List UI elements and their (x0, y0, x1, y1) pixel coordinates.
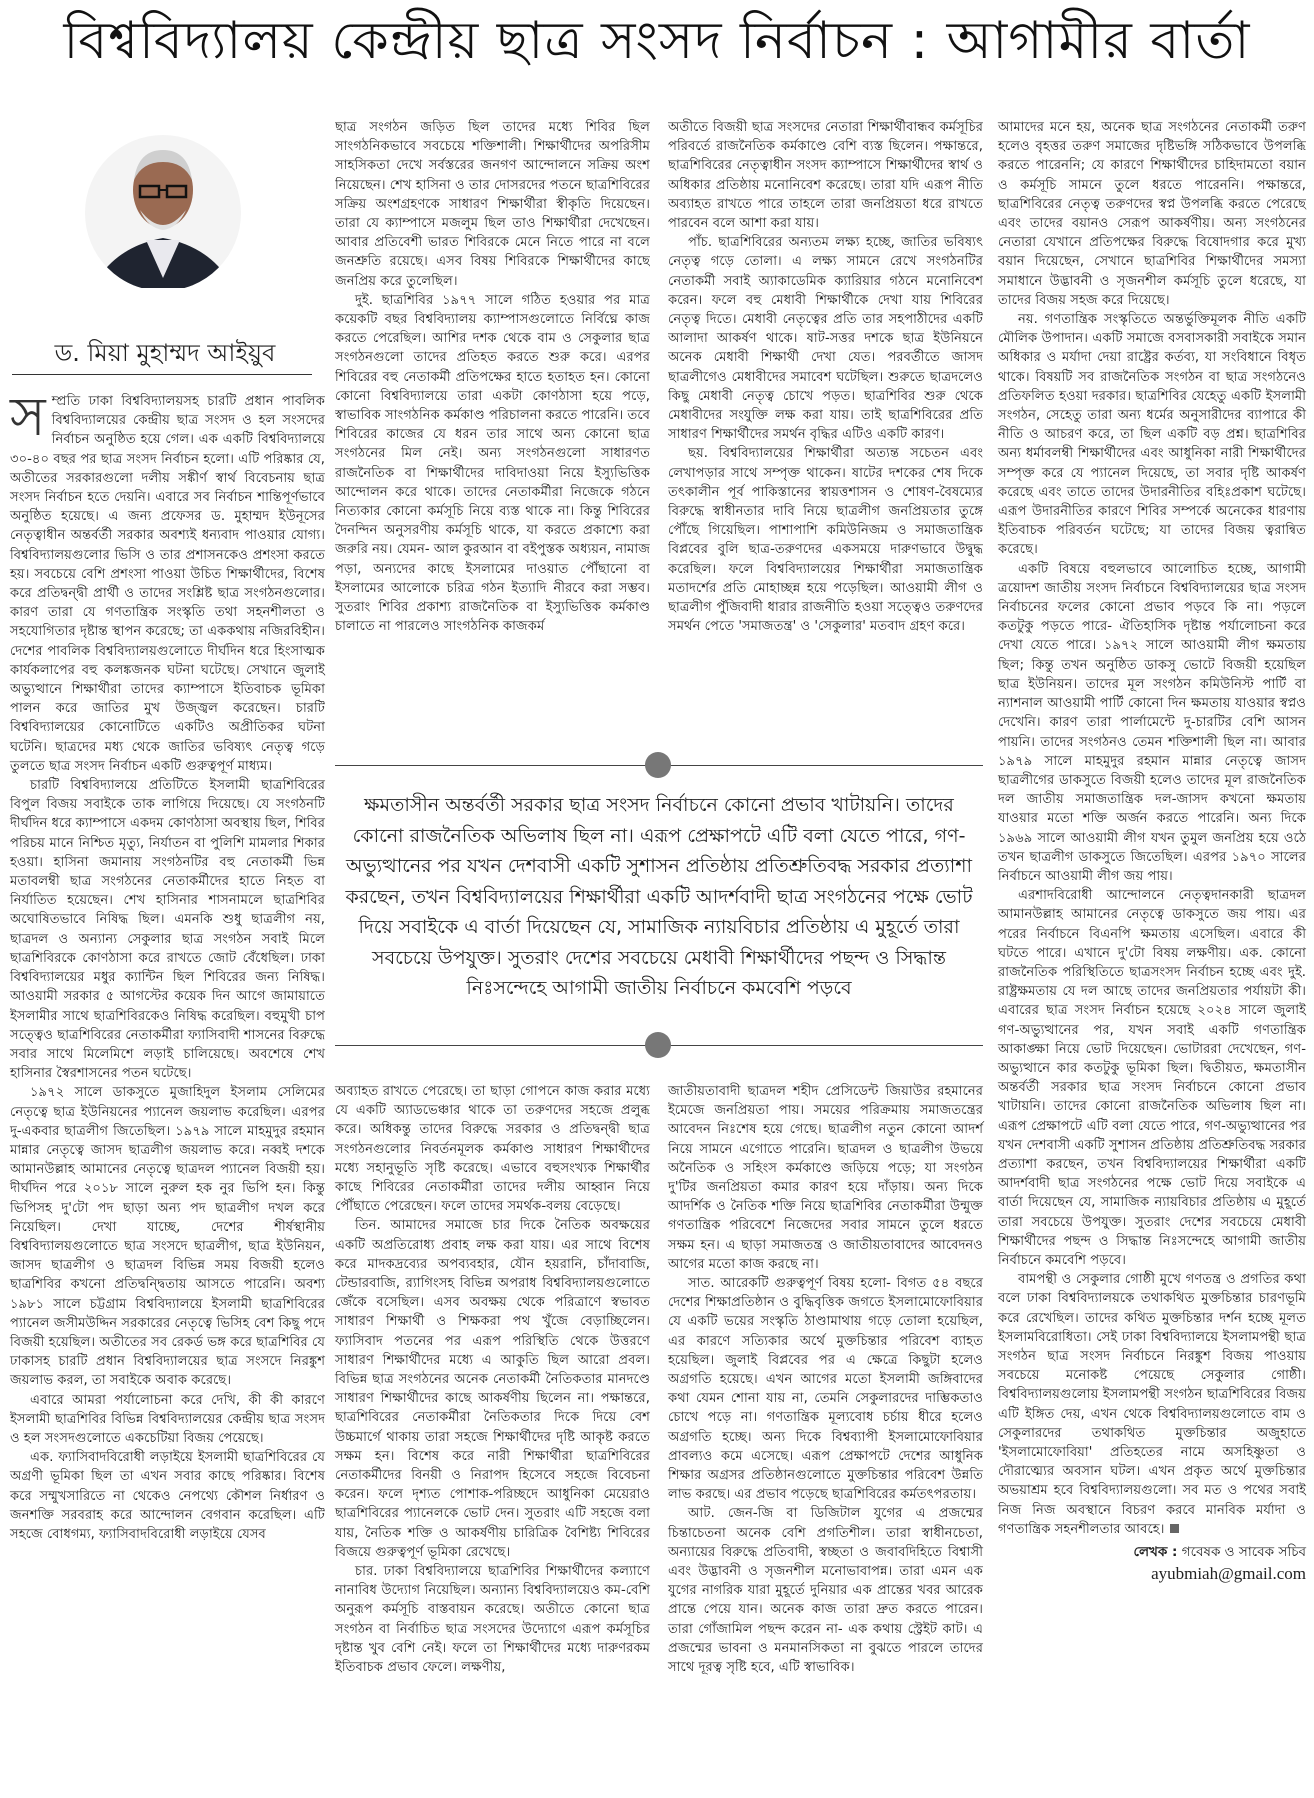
paragraph: ছাত্র সংগঠন জড়িত ছিল তাদের মধ্যে শিবির ছিল সাংগঠনিকভাবে সবচেয়ে শক্তিশালী। শিক্ষার্থীদের অপরিসীম সাহসিকতা দেখে সর্বস্তরের জনগণ আন্দোলনে সক্রিয় অংশ নিয়েছেন। শেখ হাসিনা ও তার দোসরদের পতনে ছাত্রশিবিরের সক্রিয় অংশগ্রহণকে সাধারণ শিক্ষার্থীরা স্বীকৃতি দিয়েছেন। তারা যে ক্যাম্পাসে মজলুম ছিল তাও শিক্ষার্থীরা দেখেছেন। আবার প্রতিবেশী ভারত শিবিরকে মেনে নিতে পারে না বলে জনশ্রুতি রয়েছে। এসব বিষয় শিবিরকে শিক্ষার্থীদের কাছে জনপ্রিয় করে তুলেছিল। (335, 120, 650, 289)
author-note: লেখক : গবেষক ও সাবেক সচিব (1133, 1544, 1306, 1561)
article-column-2-top (335, 118, 650, 750)
pull-quote: ক্ষমতাসীন অন্তর্বর্তী সরকার ছাত্র সংসদ নির্বাচনে কোনো প্রভাব খাটায়নি। তাদের কোনো রাজনৈতিক অভিলাষ ছিল না। এরূপ প্রেক্ষাপটে এটি বলা যেতে পারে, গণ-অভ্যুত্থানের পর যখন দেশবাসী একটি সুশাসন প্রতিষ্ঠায় প্রতিশ্রুতিবদ্ধ সরকার প্রত্যাশা করছেন, তখন বিশ্ববিদ্যালয়ের শিক্ষার্থীরা একটি আদর্শবাদী ছাত্র সংগঠনের পক্ষে ভোট দিয়ে সবাইকে এ বার্তা দিয়েছেন যে, সামাজিক ন্যায়বিচার প্রতিষ্ঠায় এ মুহূর্তে তারা সবচেয়ে উপযুক্ত। সুতরাং দেশের সবচেয়ে মেধাবী শিক্ষার্থীদের পছন্দ ও সিদ্ধান্ত নিঃসন্দেহে আগামী জাতীয় নির্বাচনে কমবেশি পড়বে (345, 794, 973, 999)
paragraph: অব্যাহত রাখতে পেরেছে। তা ছাড়া গোপনে কাজ করার মধ্যে যে একটি অ্যাডভেঞ্চার থাকে তা তরুণদের সহজে প্রলুব্ধ করে। অধিকন্তু তাদের বিরুদ্ধে সরকার ও প্রতিদ্বন্দ্বী ছাত্র সংগঠনগুলোর নিবর্তনমূলক কর্মকাণ্ড সাধারণ শিক্ষার্থীদের মধ্যে সহানুভূতি সৃষ্টি করেছে। এভাবে বহুসংখ্যক শিক্ষার্থীর কাছে শিবিরের নেতাকর্মীরা তাদের দলীয় আহ্বান নিয়ে পৌঁছাতে পেরেছেন। ফলে তাদের সমর্থক-বলয় বেড়েছে। (335, 1084, 650, 1215)
paragraph: একটি বিষয়ে বহুলভাবে আলোচিত হচ্ছে, আগামী ত্রয়োদশ জাতীয় সংসদ নির্বাচনে বিশ্ববিদ্যালয়ের ছাত্র সংসদ নির্বাচনের ফলের কোনো প্রভাব পড়বে কি না। পড়লে কতটুকু পড়তে পারে- ঐতিহাসিক দৃষ্টান্ত পর্যালোচনা করে দেখা যেতে পারে। ১৯৭২ সালে আওয়ামী লীগ ক্ষমতায় ছিল; কিন্তু তখন অনুষ্ঠিত ডাকসু ভোটে বিজয়ী হয়েছিল ছাত্র ইউনিয়ন। তাদের মূল সংগঠন কমিউনিস্ট পার্টি বা ন্যাশনাল আওয়ামী পার্টি কোনো দিন ক্ষমতায় যাওয়ার স্বপ্নও দেখেনি। কারণ তারা পার্লামেন্টে দু-চারটির বেশি আসন পায়নি। তাদের সংগঠনও তেমন শক্তিশালী ছিল না। আবার ১৯৭৯ সালে মাহমুদুর রহমান মান্নার নেতৃত্বে জাসদ ছাত্রলীগের ডাকসুতে বিজয়ী হলেও তাদের মূল রাজনৈতিক দল জাতীয় সমাজতান্ত্রিক দল-জাসদ কখনো ক্ষমতায় যাওয়ার মতো শক্তি অর্জন করতে পারেনি। অন্য দিকে ১৯৬৯ সালে আওয়ামী লীগ যখন তুমুল জনপ্রিয় হয়ে ওঠে তখন ছাত্রলীগ ডাকসুতে জিতেছিল। এরপর ১৯৭০ সালের নির্বাচনে আওয়ামী লীগ জয় পায়। (998, 561, 1306, 884)
article-column-3-bottom (668, 1082, 983, 1797)
paragraph: এবারে আমরা পর্যালোচনা করে দেখি, কী কী কারণে ইসলামী ছাত্রশিবির বিভিন্ন বিশ্ববিদ্যালয়ের কেন্দ্রীয় ছাত্র সংসদ ও হল সংসদগুলোতে একচেটিয়া বিজয় পেয়েছে। (10, 1392, 325, 1446)
paragraph: পাঁচ. ছাত্রশিবিরের অন্যতম লক্ষ্য হচ্ছে, জাতির ভবিষ্যৎ নেতৃত্ব গড়ে তোলা। এ লক্ষ্য সামনে রেখে সংগঠনটির নেতাকর্মী সবাই অ্যাকাডেমিক ক্যারিয়ার গঠনে মনোনিবেশ করেন। ফলে বহু মেধাবী শিক্ষার্থীকে দেখা যায় শিবিরের নেতৃত্ব দিতে। মেধাবী নেতৃত্বের প্রতি তার সহপাঠীদের একটি আলাদা আকর্ষণ থাকে। ষাট-সত্তর দশকে ছাত্র ইউনিয়নে অনেক মেধাবী শিক্ষার্থী দেখা যেত। পরবর্তীতে জাসদ ছাত্রলীগেও মেধাবীদের সমাবেশ ঘটেছিল। শুরুতে ছাত্রদলেও কিছু মেধাবী নেতৃত্ব চোখে পড়ত। ছাত্রশিবির শুরু থেকে মেধাবীদের সংযুক্তি লক্ষ করা যায়। তাই ছাত্রশিবিরের প্রতি সাধারণ শিক্ষার্থীদের সমর্থন বৃদ্ধির এটিও একটি কারণ। (668, 235, 983, 443)
paragraph: নয়. গণতান্ত্রিক সংস্কৃতিতে অন্তর্ভুক্তিমূলক নীতি একটি মৌলিক উপাদান। একটি সমাজে বসবাসকারী সবাইকে সমান অধিকার ও মর্যাদা দেয়া রাষ্ট্রের কর্তব্য, যা সংবিধানে বিধৃত থাকে। বিষয়টি সব রাজনৈতিক সংগঠন বা ছাত্র সংগঠনেও প্রতিফলিত হওয়া দরকার। ছাত্রশিবির যেহেতু একটি ইসলামী সংগঠন, সেহেতু তারা অন্য ধর্মের অনুসারীদের ব্যাপারে কী নীতি ও আচরণ করে, তা ছিল একটি বড় প্রশ্ন। ছাত্রশিবির অন্য ধর্মাবলম্বী শিক্ষার্থীদের এবং আধুনিকা নারী শিক্ষার্থীদের সম্পৃক্ত করে যে প্যানেল দিয়েছে, তা সবার দৃষ্টি আকর্ষণ করেছে এবং তাতে তাদের উদারনীতির বহিঃপ্রকাশ ঘটেছে। এরূপ উদারনীতির কারণে শিবির সম্পর্কে অনেকের ধারণায় ইতিবাচক পরিবর্তন ঘটেছে; যা তাদের বিজয় ত্বরান্বিত করেছে। (998, 312, 1306, 558)
paragraph: ছয়. বিশ্ববিদ্যালয়ের শিক্ষার্থীরা অত্যন্ত সচেতন এবং লেখাপড়ার সাথে সম্পৃক্ত থাকেন। ষাটের দশকের শেষ দিকে তৎকালীন পূর্ব পাকিস্তানের স্বায়ত্তশাসন ও শোষণ-বৈষম্যের বিরুদ্ধে স্বাধীনতার দাবি নিয়ে ছাত্রলীগ জনপ্রিয়তার তুঙ্গে পৌঁছে গিয়েছিল। পাশাপাশি কমিউনিজম ও সমাজতান্ত্রিক বিপ্লবের বুলি ছাত্র-তরুণদের একসময়ে দারুণভাবে উদ্বুদ্ধ করেছিল। ফলে বিশ্ববিদ্যালয়ের শিক্ষার্থীরা সমাজতান্ত্রিক মতাদর্শের প্রতি মোহাচ্ছন্ন হয়ে পড়েছিল। আওয়ামী লীগ ও ছাত্রলীগ পুঁজিবাদী ধারার রাজনীতি হওয়া সত্ত্বেও তরুণদের সমর্থন পেতে 'সমাজতন্ত্র' ও 'সেকুলার' মতবাদ গ্রহণ করে। (668, 446, 983, 635)
pull-quote-bottom-dot (645, 1032, 671, 1058)
drop-cap: স (10, 385, 46, 448)
author-email[interactable]: ayubmiah@gmail.com (1151, 1564, 1306, 1584)
paragraph: আমাদের মনে হয়, অনেক ছাত্র সংগঠনের নেতাকর্মী তরুণ হলেও বৃহত্তর তরুণ সমাজের দৃষ্টিভঙ্গি সঠিকভাবে উপলব্ধি করতে পারেননি; যে কারণে শিক্ষার্থীদের চাহিদামতো বয়ান ও কর্মসূচি সামনে তুলে ধরতে পারেননি। পক্ষান্তরে, ছাত্রশিবিরের নেতৃত্ব তরুণদের স্বপ্ন উপলব্ধি করতে পেরেছে এবং তাদের বয়ানও সেরূপ আকর্ষণীয়। অন্য সংগঠনের নেতারা যেখানে প্রতিপক্ষের বিরুদ্ধে বিষোদগার করে মুখ্য বয়ান দিয়েছেন, সেখানে ছাত্রশিবির শিক্ষার্থীদের সমস্যা সমাধানে উদ্ভাবনী ও সৃজনশীল কর্মসূচি তুলে ধরেছে, যা তাদের বিজয় সহজ করে দিয়েছে। (998, 120, 1306, 308)
paragraph: বামপন্থী ও সেকুলার গোষ্ঠী মুখে গণতন্ত্র ও প্রগতির কথা বলে ঢাকা বিশ্ববিদ্যালয়কে তথাকথিত মুক্তচিন্তার চারণভূমি করে রেখেছিল। তাদের কথিত মুক্তচিন্তার দর্শন হচ্ছে মূলত ইসলামবিরোধিতা। সেই ঢাকা বিশ্ববিদ্যালয়ে ইসলামপন্থী ছাত্র সংগঠন ছাত্র সংসদ নির্বাচনে নিরঙ্কুশ বিজয় পাওয়ায় সবচেয়ে মনোকষ্ট পেয়েছে সেকুলার গোষ্ঠী। বিশ্ববিদ্যালয়গুলোয় ইসলামপন্থী সংগঠন ছাত্রশিবিরের বিজয় এটি ইঙ্গিত দেয়, এখন থেকে বিশ্ববিদ্যালয়গুলোতে বাম ও সেকুলারদের তথাকথিত মুক্তচিন্তার অজুহাতে 'ইসলামোফোবিয়া' প্রতিহতের নামে অসহিষ্ণুতা ও দৌরাত্ম্যের অবসান ঘটল। এখন প্রকৃত অর্থে মুক্তচিন্তার অভয়াশ্রম হবে বিশ্ববিদ্যালয়গুলো। সব মত ও পথের সবাই নিজ নিজ অবস্থানে বিচরণ করবে মানবিক মর্যাদা ও গণতান্ত্রিক সহনশীলতার আবহে। (998, 1272, 1306, 1537)
article-column-1 (10, 385, 325, 1792)
paragraph: অতীতে বিজয়ী ছাত্র সংসদের নেতারা শিক্ষার্থীবান্ধব কর্মসূচির পরিবর্তে রাজনৈতিক কর্মকাণ্ডে বেশি ব্যস্ত ছিলেন। পক্ষান্তরে, ছাত্রশিবিরের নেতৃত্বাধীন সংসদ ক্যাম্পাসে শিক্ষার্থীদের স্বার্থ ও অধিকার প্রতিষ্ঠায় মনোনিবেশ করেছে। তারা যদি এরূপ নীতি অব্যাহত রাখতে পারে তাহলে তারা জনপ্রিয়তা ধরে রাখতে পারবেন বলে আশা করা যায়। (668, 120, 983, 232)
paragraph: জাতীয়তাবাদী ছাত্রদল শহীদ প্রেসিডেন্ট জিয়াউর রহমানের ইমেজে জনপ্রিয়তা পায়। সময়ের পরিক্রমায় সমাজতন্ত্রের আবেদন নিঃশেষ হয়ে গেছে। ছাত্রলীগ নতুন কোনো আদর্শ নিয়ে সামনে এগোতে পারেনি। ছাত্রদল ও ছাত্রলীগ উভয়ে অনৈতিক ও সহিংস কর্মকাণ্ডে জড়িয়ে পড়ে; যা সংগঠন দু'টির জনপ্রিয়তা কমার কারণ হয়ে দাঁড়ায়। অন্য দিকে আদর্শিক ও নৈতিক শক্তি নিয়ে ছাত্রশিবির নেতাকর্মীরা উন্মুক্ত গণতান্ত্রিক পরিবেশে নিজেদের সবার সামনে তুলে ধরতে সক্ষম হন। এ ছাড়া সমাজতন্ত্র ও জাতীয়তাবাদের আবেদনও আগের মতো কাজ করছে না। (668, 1084, 983, 1272)
paragraph: তিন. আমাদের সমাজে চার দিকে নৈতিক অবক্ষয়ের একটি অপ্রতিরোধ্য প্রবাহ লক্ষ করা যায়। এর সাথে বিশেষ করে মাদকদ্রব্যের অপব্যবহার, যৌন হয়রানি, চাঁদাবাজি, টেন্ডারবাজি, র‍্যাগিংসহ বিভিন্ন অপরাধ বিশ্ববিদ্যালয়গুলোতে জেঁকে বসেছিল। এসব অবক্ষয় থেকে পরিত্রাণে স্বভাবত সাধারণ শিক্ষার্থী ও শিক্ষকরা পথ খুঁজে বেড়াচ্ছিলেন। ফ্যাসিবাদ পতনের পর এরূপ পরিস্থিতি থেকে উত্তরণে সাধারণ শিক্ষার্থীদের মধ্যে এ আকুতি ছিল আরো প্রবল। বিভিন্ন ছাত্র সংগঠনের অনেক নেতাকর্মী নৈতিকতার মানদণ্ডে সাধারণ শিক্ষার্থীদের কাছে আকর্ষণীয় ছিলেন না। পক্ষান্তরে, ছাত্রশিবিরের নেতাকর্মীরা নৈতিকতার দিকে দিয়ে বেশ উচ্চমার্গে থাকায় তারা সহজে শিক্ষার্থীদের দৃষ্টি আকৃষ্ট করতে সক্ষম হন। বিশেষ করে নারী শিক্ষার্থীরা ছাত্রশিবিরের নেতাকর্মীদের বিনয়ী ও নিরাপদ হিসেবে সহজে বিবেচনা করেন। ফলে দৃশ্যত পোশাক-পরিচ্ছদে আধুনিকা মেয়েরাও ছাত্রশিবিরের প্যানেলকে ভোট দেন। সুতরাং এটি সহজে বলা যায়, নৈতিক শক্তি ও আকর্ষণীয় চারিত্রিক বৈশিষ্ট্য শিবিরের বিজয়ে গুরুত্বপূর্ণ ভূমিকা রেখেছে। (335, 1218, 650, 1560)
pull-quote-top-dot (645, 752, 671, 778)
paragraph: এরশাদবিরোধী আন্দোলনে নেতৃত্বদানকারী ছাত্রদল আমানউল্লাহ আমানের নেতৃত্বে ডাকসুতে জয় পায়। এর পরের নির্বাচনে বিএনপি ক্ষমতায় এসেছিল। এবারে কী ঘটতে পারে। এখানে দু'টো বিষয় লক্ষণীয়। এক. কোনো রাজনৈতিক পরিস্থিতিতে ছাত্রসংসদ নির্বাচন হচ্ছে এবং দুই. রাষ্ট্রক্ষমতায় যে দল আছে তাদের জনপ্রিয়তার পর্যায়টা কী। এবারের ছাত্র সংসদ নির্বাচন হয়েছে ২০২৪ সালে জুলাই গণ-অভ্যুত্থানের পর, যখন সবাই একটি গণতান্ত্রিক আকাঙ্ক্ষা নিয়ে ভোট দিয়েছেন। ভোটাররা দেখেছেন, গণ-অভ্যুত্থানে কার কতটুকু ভূমিকা ছিল। দ্বিতীয়ত, ক্ষমতাসীন অন্তর্বর্তী সরকার ছাত্র সংসদ নির্বাচনে কোনো প্রভাব খাটায়নি। তাদের কোনো রাজনৈতিক অভিলাষ ছিল না। এরূপ প্রেক্ষাপটে এটি বলা যেতে পারে, গণ-অভ্যুত্থানের পর যখন দেশবাসী একটি সুশাসন প্রতিষ্ঠায় প্রতিশ্রুতিবদ্ধ সরকার প্রত্যাশা করছেন, তখন বিশ্ববিদ্যালয়ের শিক্ষার্থীরা একটি আদর্শবাদী ছাত্র সংগঠনের পক্ষে ভোট দিয়ে সবাইকে এ বার্তা দিয়েছেন যে, সামাজিক ন্যায়বিচার প্রতিষ্ঠায় এ মুহূর্তে তারা সবচেয়ে উপযুক্ত। সুতরাং দেশের সবচেয়ে মেধাবী শিক্ষার্থীদের পছন্দ ও সিদ্ধান্ত নিঃসন্দেহে আগামী জাতীয় নির্বাচনে কমবেশি পড়বে। (998, 888, 1306, 1268)
paragraph: এক. ফ্যাসিবাদবিরোধী লড়াইয়ে ইসলামী ছাত্রশিবিরের যে অগ্রণী ভূমিকা ছিল তা এখন সবার কাছে পরিষ্কার। বিশেষ করে সম্মুখসারিতে না থেকেও নেপথ্যে কৌশল নির্ধারণ ও জনশক্তি সরবরাহ করে আন্দোলন বেগবান করেছিল। এটি সহজে বোধগম্য, ফ্যাসিবাদবিরোধী লড়াইয়ে যেসব (10, 1450, 325, 1542)
paragraph: আট. জেন-জি বা ডিজিটাল যুগের এ প্রজন্মের চিন্তাচেতনা অনেক বেশি প্রগতিশীল। তারা স্বাধীনচেতা, অন্যায়ের বিরুদ্ধে প্রতিবাদী, স্বচ্ছতা ও জবাবদিহিতে বিশ্বাসী এবং উদ্ভাবনী ও সৃজনশীল মনোভাবাপন্ন। তারা এমন এক যুগের নাগরিক যারা মুহূর্তে দুনিয়ার এক প্রান্তের খবর আরেক প্রান্তে পেয়ে যান। অনেক কাজ তারা দ্রুত করতে পারেন। তারা গোঁজামিল পছন্দ করেন না- এক কথায় স্ট্রেইট কাট। এ প্রজন্মের ভাবনা ও মনমানসিকতা না বুঝতে পারলে তাদের সাথে দূরত্ব সৃষ্টি হবে, এটি স্বাভাবিক। (668, 1506, 983, 1676)
paragraph: সাত. আরেকটি গুরুত্বপূর্ণ বিষয় হলো- বিগত ৫৪ বছরে দেশের শিক্ষাপ্রতিষ্ঠান ও বুদ্ধিবৃত্তিক জগতে ইসলামোফোবিয়ার যে একটি ভয়ের সংস্কৃতি ঠাণ্ডামাথায় গড়ে তোলা হয়েছিল, এর কারণে সত্যিকার অর্থে মুক্তচিন্তার পরিবেশ ব্যাহত হয়েছিল। জুলাই বিপ্লবের পর এ ক্ষেত্রে কিছুটা হলেও অগ্রগতি হয়েছে। এখন আগের মতো ইসলামী জঙ্গিবাদের কথা যেমন শোনা যায় না, তেমনি সেকুলারদের দাম্ভিকতাও চোখে পড়ে না। গণতান্ত্রিক মূল্যবোধ চর্চায় ধীরে হলেও অগ্রগতি হচ্ছে। অন্য দিকে বিশ্বব্যাপী ইসলামোফোবিয়ার প্রাবল্যও কমে এসেছে। এরূপ প্রেক্ষাপটে দেশের আধুনিক শিক্ষার অগ্রসর প্রতিষ্ঠানগুলোতে মুক্তচিন্তার পরিবেশ উন্নতি লাভ করছে। এর প্রভাব পড়েছে ছাত্রশিবিরের কর্মতৎপরতায়। (668, 1276, 983, 1503)
paragraph: দুই. ছাত্রশিবির ১৯৭৭ সালে গঠিত হওয়ার পর মাত্র কয়েকটি বছর বিশ্ববিদ্যালয় ক্যাম্পাসগুলোতে নির্বিঘ্নে কাজ করতে পেরেছিল। আশির দশক থেকে বাম ও সেকুলার ছাত্র সংগঠনগুলো তাদের প্রতিহত করতে শুরু করে। এরপর শিবিরের বহু নেতাকর্মী প্রতিপক্ষের হাতে হতাহত হন। কোনো কোনো বিশ্ববিদ্যালয়ে তারা একটা কোণঠাসা হয়ে পড়ে, স্বাভাবিক সাংগঠনিক কর্মকাণ্ড পরিচালনা করতে পারেনি। তবে শিবিরের কাজের যে ধরন তার সাথে অন্য কোনো ছাত্র সংগঠনের মিল নেই। অন্য সংগঠনগুলো সাধারণত রাজনৈতিক বা শিক্ষার্থীদের দাবিদাওয়া নিয়ে ইস্যুভিত্তিক আন্দোলন করে থাকে। তাদের নেতাকর্মীরা নিজেকে গঠনে নিত্যকার কোনো কর্মসূচি নিয়ে ব্যস্ত থাকে না। কিন্তু শিবিরের দৈনন্দিন অনুসরণীয় কর্মসূচি থাকে, যা করতে প্রকাশ্যে করা জরুরি নয়। যেমন- আল কুরআন বা বইপুস্তক অধ্যয়ন, নামাজ পড়া, অন্যদের কাছে ইসলামের দাওয়াত পৌঁছানো বা ইসলামের আলোকে চরিত্র গঠন ইত্যাদি নীরবে করা সম্ভব। সুতরাং শিবির প্রকাশ্য রাজনৈতিক বা ইস্যুভিত্তিক কর্মকাণ্ড চালাতে না পারলেও সাংগঠনিক কাজকর্ম (335, 292, 650, 635)
author-portrait (78, 128, 248, 288)
paragraph: চার. ঢাকা বিশ্ববিদ্যালয়ে ছাত্রশিবির শিক্ষার্থীদের কল্যাণে নানাবিধ উদ্যোগ নিয়েছিল। অন্যান্য বিশ্ববিদ্যালয়েও কম-বেশি অনুরূপ কর্মসূচি বাস্তবায়ন করেছে। অতীতে কোনো ছাত্র সংগঠন বা নির্বাচিত ছাত্র সংসদের উদ্যোগে এরূপ কর্মসূচির দৃষ্টান্ত খুব বেশি নেই। ফলে তা শিক্ষার্থীদের মধ্যে দারুণরকম ইতিবাচক প্রভাব ফেলে। লক্ষণীয়, (335, 1564, 650, 1676)
paragraph: সম্প্রতি ঢাকা বিশ্ববিদ্যালয়সহ চারটি প্রধান পাবলিক বিশ্ববিদ্যালয়ের কেন্দ্রীয় ছাত্র সংসদ ও হল সংসদের নির্বাচন অনুষ্ঠিত হয়ে গেল। এক একটি বিশ্ববিদ্যালয়ে ৩০-৪০ বছর পর ছাত্র সংসদ নির্বাচন হলো। এটি পরিষ্কার যে, অতীতের সরকারগুলো দলীয় সঙ্কীর্ণ স্বার্থ বিবেচনায় ছাত্র সংসদ নির্বাচন হতে দেয়নি। এবারে সব নির্বাচন শান্তিপূর্ণভাবে অনুষ্ঠিত হয়েছে। এ জন্য প্রফেসর ড. মুহাম্মদ ইউনূসের নেতৃত্বাধীন অন্তর্বর্তী সরকার অবশ্যই ধন্যবাদ পাওয়ার যোগ্য। বিশ্ববিদ্যালয়গুলোর ভিসি ও তার প্রশাসনকেও প্রশংসা করতে হয়। সবচেয়ে বেশি প্রশংসা পাওয়া উচিত শিক্ষার্থীদের, বিশেষ করে প্রতিদ্বন্দ্বী প্রার্থী ও তাদের সংশ্লিষ্ট ছাত্র সংগঠনগুলোর। কারণ তারা যে গণতান্ত্রিক সংস্কৃতি তথা সহনশীলতা ও সহযোগিতার দৃষ্টান্ত স্থাপন করেছে; তা এককথায় নজিরবিহীন। দেশের পাবলিক বিশ্ববিদ্যালয়গুলোতে দীর্ঘদিন ধরে হিংসাত্মক কার্যকলাপের বহু কলঙ্কজনক ঘটনা ঘটেছে। সেখানে জুলাই অভ্যুত্থানে শিক্ষার্থীরা তাদের ক্যাম্পাসে ইতিবাচক ভূমিকা পালন করে জাতির মুখ উজ্জ্বল করেছেন। চারটি বিশ্ববিদ্যালয়ের কোনোটিতে একটিও অপ্রীতিকর ঘটনা ঘটেনি। ছাত্রদের মধ্য থেকে জাতির ভবিষ্যৎ নেতৃত্ব গড়ে তুলতে ছাত্র সংসদ নির্বাচন একটি গুরুত্বপূর্ণ মাধ্যম। (10, 385, 325, 774)
paragraph: ১৯৭২ সালে ডাকসুতে মুজাহিদুল ইসলাম সেলিমের নেতৃত্বে ছাত্র ইউনিয়নের প্যানেল জয়লাভ করেছিল। এরপর দু-একবার ছাত্রলীগ জিতেছিল। ১৯৭৯ সালে মাহমুদুর রহমান মান্নার নেতৃত্বে জাসদ ছাত্রলীগ জয়লাভ করে। নব্বই দশকে আমানউল্লাহ আমানের নেতৃত্বে ছাত্রদল প্যানেল বিজয়ী হয়। দীর্ঘদিন পরে ২০১৮ সালে নুরুল হক নুর ভিপি হন। কিন্তু ভিপিসহ দু'টো পদ ছাড়া অন্য পদ ছাত্রলীগ দখল করে নিয়েছিল। দেখা যাচ্ছে, দেশের শীর্ষস্থানীয় বিশ্ববিদ্যালয়গুলোতে ছাত্র সংসদে ছাত্রলীগ, ছাত্র ইউনিয়ন, জাসদ ছাত্রলীগ ও ছাত্রদল বিভিন্ন সময় বিজয়ী হলেও ছাত্রশিবির কখনো প্রতিদ্বন্দ্বিতায় আসতে পারেনি। অবশ্য ১৯৮১ সালে চট্টগ্রাম বিশ্ববিদ্যালয়ে ইসলামী ছাত্রশিবিরের প্যানেল জসীমউদ্দিন সরকারের নেতৃত্বে ভিসিহ বেশ কিছু পদে বিজয়ী হয়েছিল। অতীতের সব রেকর্ড ভঙ্গ করে ছাত্রশিবির যে ঢাকাসহ চারটি প্রধান বিশ্ববিদ্যালয়ের ছাত্র সংসদে নিরঙ্কুশ জয়লাভ করল, তা সবাইকে অবাক করেছে। (10, 1085, 325, 1389)
byline-divider (12, 374, 312, 375)
author-byline: ড. মিয়া মুহাম্মদ আইয়ুব (54, 339, 276, 367)
article-column-2-bottom (335, 1082, 650, 1797)
headline: বিশ্ববিদ্যালয় কেন্দ্রীয় ছাত্র সংসদ নির্বাচন : আগামীর বার্তা (63, 10, 1251, 71)
article-column-4 (998, 118, 1306, 1798)
paragraph: চারটি বিশ্ববিদ্যালয়ে প্রতিটিতে ইসলামী ছাত্রশিবিরের বিপুল বিজয় সবাইকে তাক লাগিয়ে দিয়েছে। যে সংগঠনটি দীর্ঘদিন ধরে ক্যাম্পাসে একদম কোণঠাসা অবস্থায় ছিল, শিবির পরিচয় মানে নিশ্চিত মৃত্যু, নির্যাতন বা পুলিশি মামলার শিকার হওয়া। হাসিনা জমানায় সংগঠনটির বহু নেতাকর্মী ভিন্ন মতাবলম্বী ছাত্র সংগঠনের নেতাকর্মীদের হাতে নিহত বা নির্যাতিত হয়েছেন। শেখ হাসিনার শাসনামলে ছাত্রশিবির অঘোষিতভাবে নিষিদ্ধ ছিল। এমনকি শুধু ছাত্রলীগ নয়, ছাত্রদল ও অন্যান্য সেকুলার ছাত্র সংগঠন সবাই মিলে ছাত্রশিবিরকে কোণঠাসা করে রাখতে জোট বেঁধেছিল। ঢাকা বিশ্ববিদ্যালয়ের মধুর ক্যান্টিন ছিল শিবিরের জন্য নিষিদ্ধ। আওয়ামী সরকার ৫ আগস্টের কয়েক দিন আগে জামায়াতে ইসলামীর সাথে ছাত্রশিবিরকেও নিষিদ্ধ করেছিল। বহুমুখী চাপ সত্ত্বেও ছাত্রশিবিরের নেতাকর্মীরা ফ্যাসিবাদী শাসনের বিরুদ্ধে সবার সাথে মিলেমিশে লড়াই চালিয়েছে। অবশেষে শেখ হাসিনার স্বৈরশাসনের পতন ঘটেছে। (10, 778, 325, 1082)
article-column-3-top (668, 118, 983, 750)
end-mark-icon (1170, 1524, 1179, 1533)
